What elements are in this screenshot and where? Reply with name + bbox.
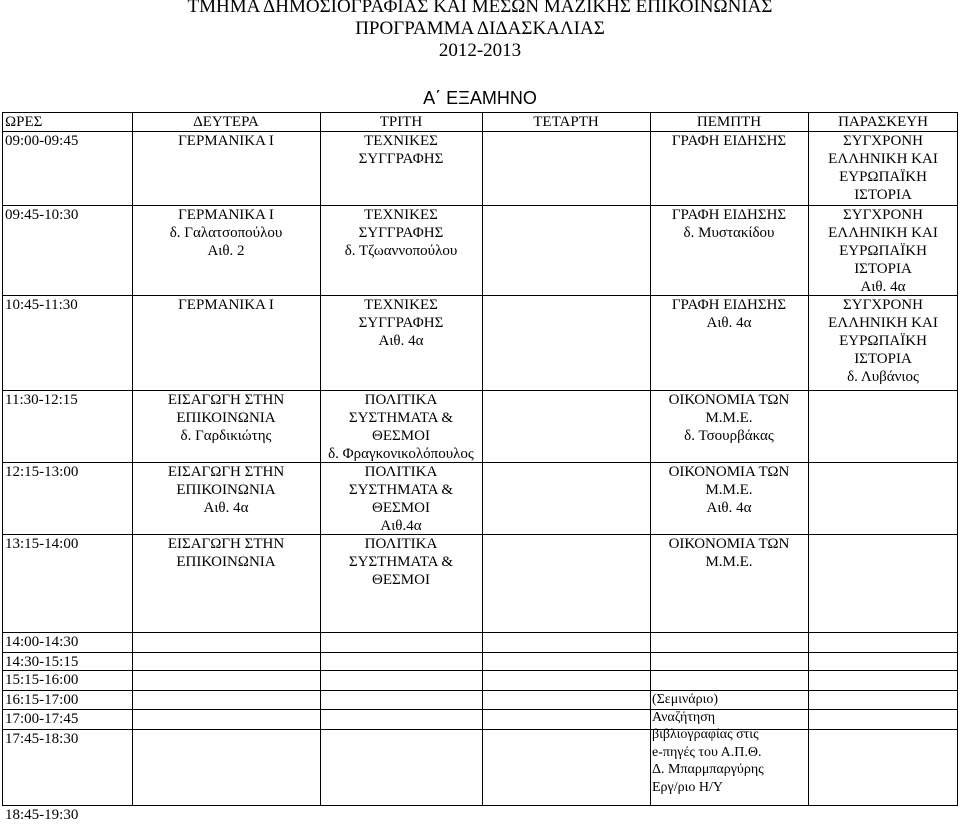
course-text: ΠΟΛΙΤΙΚΑ bbox=[364, 392, 438, 408]
time-slot: 17:45-18:30 bbox=[5, 731, 79, 747]
course-text: Μ.Μ.Ε. bbox=[705, 482, 753, 498]
course-text: ΤΕΧΝΙΚΕΣ bbox=[364, 133, 438, 149]
time-slot: 11:30-12:15 bbox=[5, 392, 78, 408]
course-text: Αιθ.4α bbox=[380, 518, 422, 534]
course-text: δ. Τζωαννοπούλου bbox=[344, 243, 458, 259]
course-text: ΕΥΡΩΠΑΪΚΗ bbox=[839, 169, 927, 185]
table-column-border bbox=[320, 112, 321, 806]
academic-year: 2012-2013 bbox=[438, 40, 522, 61]
course-text: ΣΥΓΓΡΑΦΗΣ bbox=[358, 151, 444, 167]
table-header-5: ΠΑΡΑΣΚΕΥΗ bbox=[838, 114, 928, 130]
course-text: ΤΕΧΝΙΚΕΣ bbox=[364, 297, 438, 313]
course-text: Αιθ. 4α bbox=[706, 500, 752, 516]
table-column-border bbox=[957, 112, 958, 806]
course-text: ΕΠΙΚΟΙΝΩΝΙΑ bbox=[176, 410, 276, 426]
course-text: ΕΛΛΗΝΙΚΗ ΚΑΙ bbox=[828, 225, 938, 241]
time-slot: 14:00-14:30 bbox=[5, 634, 79, 650]
course-text: Αιθ. 4α bbox=[706, 315, 752, 331]
seminar-text: Δ. Μπαρμπαργύρης bbox=[652, 762, 764, 777]
course-text: ΠΟΛΙΤΙΚΑ bbox=[364, 536, 438, 552]
table-header-4: ΠΕΜΠΤΗ bbox=[696, 114, 762, 130]
course-text: δ. Μυστακίδου bbox=[683, 225, 775, 241]
course-text: ΤΕΧΝΙΚΕΣ bbox=[364, 207, 438, 223]
seminar-text: e-πηγές του Α.Π.Θ. bbox=[652, 744, 762, 760]
course-text: δ. Τσουρβάκας bbox=[684, 428, 774, 444]
thursday-cell bbox=[653, 296, 805, 332]
tuesday-cell bbox=[323, 296, 479, 350]
course-text: Αιθ. 4α bbox=[203, 500, 249, 516]
table-row-border bbox=[2, 805, 958, 806]
course-text: ΟΙΚΟΝΟΜΙΑ ΤΩΝ bbox=[668, 392, 790, 408]
course-text: ΓΕΡΜΑΝΙΚΑ Ι bbox=[178, 133, 274, 149]
time-slot: 12:15-13:00 bbox=[5, 464, 79, 480]
tuesday-cell bbox=[323, 206, 479, 260]
table-header-0: ΩΡΕΣ bbox=[5, 114, 43, 130]
course-text: ΘΕΣΜΟΙ bbox=[372, 572, 430, 588]
schedule-table bbox=[2, 112, 958, 823]
course-text: ΓΕΡΜΑΝΙΚΑ Ι bbox=[178, 207, 274, 223]
monday-cell bbox=[135, 132, 317, 150]
time-slot: 17:00-17:45 bbox=[5, 711, 79, 727]
course-text: Αιθ. 4α bbox=[378, 333, 424, 349]
table-column-border bbox=[2, 112, 3, 806]
table-header-2: ΤΡΙΤΗ bbox=[379, 114, 423, 130]
course-text: ΣΥΓΧΡΟΝΗ bbox=[843, 133, 923, 149]
course-text: ΣΥΓΧΡΟΝΗ bbox=[843, 207, 923, 223]
seminar-text: Αναζήτηση bbox=[652, 709, 716, 725]
seminar-text: Εργ/ριο Η/Υ bbox=[652, 779, 723, 795]
time-slot: 09:45-10:30 bbox=[5, 207, 79, 223]
table-column-border bbox=[650, 112, 651, 806]
monday-cell bbox=[135, 463, 317, 517]
course-text: ΓΡΑΦΗ ΕΙΔΗΣΗΣ bbox=[671, 207, 787, 223]
program-title: ΠΡΟΓΡΑΜΜΑ ΔΙΔΑΣΚΑΛΙΑΣ bbox=[355, 18, 605, 39]
course-text: ΣΥΣΤΗΜΑΤΑ & bbox=[348, 482, 454, 498]
department-title: ΤΜΗΜΑ ΔΗΜΟΣΙΟΓΡΑΦΙΑΣ ΚΑΙ ΜΕΣΩΝ ΜΑΖΙΚΗΣ ΕΠΙΚΟΙΝΩΝΙΑΣ bbox=[187, 0, 773, 17]
thursday-cell bbox=[653, 206, 805, 242]
thursday-cell bbox=[653, 391, 805, 445]
course-text: ΙΣΤΟΡΙΑ bbox=[854, 351, 912, 367]
monday-cell bbox=[135, 535, 317, 571]
course-text: ΕΛΛΗΝΙΚΗ ΚΑΙ bbox=[828, 151, 938, 167]
semester-title: Α΄ ΕΞΑΜΗΝΟ bbox=[423, 88, 537, 108]
course-text: ΙΣΤΟΡΙΑ bbox=[854, 187, 912, 203]
friday-cell bbox=[811, 296, 955, 386]
table-row-border bbox=[2, 729, 958, 730]
tuesday-cell bbox=[323, 391, 479, 463]
table-row-border bbox=[2, 690, 958, 691]
course-text: Μ.Μ.Ε. bbox=[705, 554, 753, 570]
course-text: Αιθ. 4α bbox=[860, 279, 906, 295]
seminar-text: (Σεμινάριο) bbox=[652, 692, 719, 707]
time-slot: 14:30-15:15 bbox=[5, 654, 79, 670]
course-text: Αιθ. 2 bbox=[207, 243, 245, 259]
course-text: δ. Γαρδικιώτης bbox=[180, 428, 272, 444]
time-slot: 18:45-19:30 bbox=[5, 807, 79, 823]
course-text: ΣΥΓΧΡΟΝΗ bbox=[843, 297, 923, 313]
thursday-cell bbox=[653, 535, 805, 571]
table-column-border bbox=[808, 112, 809, 806]
course-text: ΕΛΛΗΝΙΚΗ ΚΑΙ bbox=[828, 315, 938, 331]
table-column-border bbox=[132, 112, 133, 806]
thursday-cell bbox=[653, 463, 805, 517]
course-text: ΙΣΤΟΡΙΑ bbox=[854, 261, 912, 277]
table-row-border bbox=[2, 632, 958, 633]
friday-cell bbox=[811, 206, 955, 296]
course-text: ΣΥΓΓΡΑΦΗΣ bbox=[358, 315, 444, 331]
tuesday-cell bbox=[323, 535, 479, 589]
course-text: ΣΥΣΤΗΜΑΤΑ & bbox=[348, 410, 454, 426]
course-text: ΟΙΚΟΝΟΜΙΑ ΤΩΝ bbox=[668, 536, 790, 552]
course-text: ΣΥΣΤΗΜΑΤΑ & bbox=[348, 554, 454, 570]
course-text: δ. Λυβάνιος bbox=[847, 369, 919, 385]
course-text: ΓΕΡΜΑΝΙΚΑ Ι bbox=[178, 297, 274, 313]
course-text: δ. Φραγκονικολόπουλος bbox=[328, 446, 474, 462]
time-slot: 16:15-17:00 bbox=[5, 692, 79, 708]
table-row-border bbox=[2, 652, 958, 653]
thursday-seminar bbox=[652, 691, 804, 796]
table-column-border bbox=[482, 112, 483, 806]
table-row-border bbox=[2, 670, 958, 671]
time-slot: 13:15-14:00 bbox=[5, 536, 79, 552]
course-text: ΕΙΣΑΓΩΓΗ ΣΤΗΝ bbox=[167, 464, 285, 480]
course-text: ΕΙΣΑΓΩΓΗ ΣΤΗΝ bbox=[167, 536, 285, 552]
table-header-3: ΤΕΤΑΡΤΗ bbox=[533, 114, 599, 130]
course-text: ΓΡΑΦΗ ΕΙΔΗΣΗΣ bbox=[671, 133, 787, 149]
monday-cell bbox=[135, 296, 317, 314]
course-text: ΘΕΣΜΟΙ bbox=[372, 500, 430, 516]
seminar-text: βιβλιογραφίας στις bbox=[652, 727, 759, 742]
course-text: δ. Γαλατσοπούλου bbox=[169, 225, 283, 241]
monday-cell bbox=[135, 206, 317, 260]
table-header-1: ΔΕΥΤΕΡΑ bbox=[193, 114, 259, 130]
tuesday-cell bbox=[323, 132, 479, 168]
course-text: Μ.Μ.Ε. bbox=[705, 410, 753, 426]
course-text: ΟΙΚΟΝΟΜΙΑ ΤΩΝ bbox=[668, 464, 790, 480]
course-text: ΕΥΡΩΠΑΪΚΗ bbox=[839, 333, 927, 349]
monday-cell bbox=[135, 391, 317, 445]
course-text: ΕΥΡΩΠΑΪΚΗ bbox=[839, 243, 927, 259]
course-text: ΓΡΑΦΗ ΕΙΔΗΣΗΣ bbox=[671, 297, 787, 313]
table-row-border bbox=[2, 709, 958, 710]
friday-cell bbox=[811, 132, 955, 204]
course-text: ΘΕΣΜΟΙ bbox=[372, 428, 430, 444]
course-text: ΣΥΓΓΡΑΦΗΣ bbox=[358, 225, 444, 241]
course-text: ΕΙΣΑΓΩΓΗ ΣΤΗΝ bbox=[167, 392, 285, 408]
course-text: ΕΠΙΚΟΙΝΩΝΙΑ bbox=[176, 482, 276, 498]
time-slot: 09:00-09:45 bbox=[5, 133, 79, 149]
time-slot: 10:45-11:30 bbox=[5, 297, 78, 313]
course-text: ΠΟΛΙΤΙΚΑ bbox=[364, 464, 438, 480]
time-slot: 15:15-16:00 bbox=[5, 672, 79, 688]
thursday-cell bbox=[653, 132, 805, 150]
tuesday-cell bbox=[323, 463, 479, 535]
course-text: ΕΠΙΚΟΙΝΩΝΙΑ bbox=[176, 554, 276, 570]
